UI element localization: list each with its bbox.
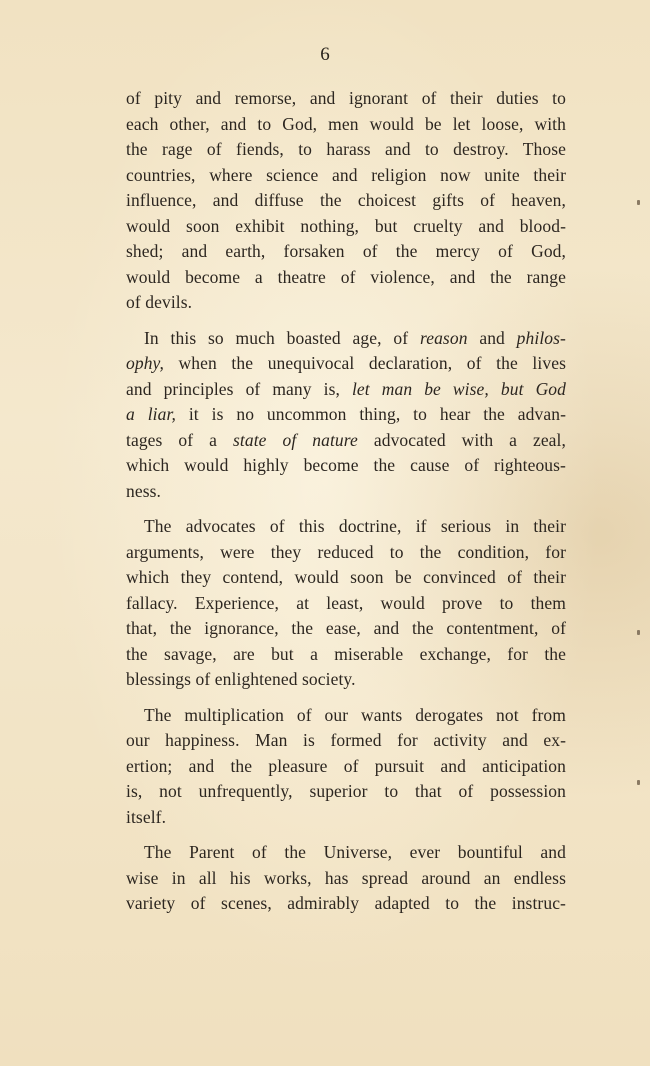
body-text (126, 86, 566, 917)
paper-speck (637, 780, 640, 785)
text-line: which would highly become the cause of righteous- (126, 455, 566, 475)
text-line: The Parent of the Universe, ever bountiful and (144, 842, 566, 862)
text-line: and principles of many is, let man be wise, but God (126, 378, 567, 399)
text-line: countries, where science and religion now unite their (126, 164, 566, 185)
paragraph (126, 514, 566, 693)
italic-text: ophy, (126, 353, 164, 373)
text-line: is, not unfrequently, superior to that of possession (126, 781, 566, 801)
italic-text: state of nature (232, 429, 358, 450)
text-line: itself. (126, 806, 167, 827)
text-line: that, the ignorance, the ease, and the contentment, of (126, 618, 566, 638)
text-line: would become a theatre of violence, and the range (126, 266, 566, 287)
paragraph (126, 840, 566, 917)
text-line: which they contend, would soon be convinced of their (126, 567, 566, 587)
paragraph (126, 326, 566, 505)
text-line: wise in all his works, has spread around an endless (126, 867, 566, 888)
text-line: arguments, were they reduced to the condition, for (126, 541, 566, 562)
text-line: of devils. (126, 292, 193, 312)
text-line: our happiness. Man is formed for activity and ex- (126, 730, 566, 750)
text-line: would soon exhibit nothing, but cruelty and blood- (126, 215, 566, 236)
paragraph (126, 86, 566, 316)
page-number: 6 (320, 44, 330, 65)
italic-text: let man be wise, (351, 378, 489, 399)
text-line: ophy, when the unequivocal declaration, of the lives (126, 353, 566, 373)
text-line: of pity and remorse, and ignorant of their duties to (126, 88, 566, 108)
text-line: The advocates of this doctrine, if serious in their (144, 516, 566, 536)
text-line: variety of scenes, admirably adapted to the instruc- (126, 893, 566, 913)
paper-speck (637, 200, 640, 205)
text-line: the savage, are but a miserable exchange, for the (126, 643, 566, 664)
text-line: each other, and to God, men would be let loose, with (126, 113, 566, 134)
text-line: The multiplication of our wants derogates not from (144, 704, 566, 725)
italic-text: philos- (516, 327, 566, 348)
text-line: a liar, it is no uncommon thing, to hear the advan- (126, 404, 567, 424)
italic-text: but God (500, 378, 567, 399)
text-line: blessings of enlightened society. (126, 669, 356, 689)
italic-text: reason (419, 327, 468, 348)
text-line: fallacy. Experience, at least, would prove to them (126, 592, 566, 613)
paper-speck (637, 630, 640, 635)
text-line: ness. (126, 480, 162, 501)
italic-text: a liar, (126, 404, 176, 424)
text-line: influence, and diffuse the choicest gifts of heaven, (126, 190, 566, 210)
text-line: the rage of fiends, to harass and to destroy. Those (126, 139, 566, 159)
paragraph (126, 703, 566, 831)
text-line: shed; and earth, forsaken of the mercy of God, (126, 241, 566, 261)
text-line: ertion; and the pleasure of pursuit and anticipation (126, 755, 566, 776)
text-line: tages of a state of nature advocated with a zeal, (126, 429, 566, 450)
text-line: In this so much boasted age, of reason and philos- (144, 327, 566, 348)
